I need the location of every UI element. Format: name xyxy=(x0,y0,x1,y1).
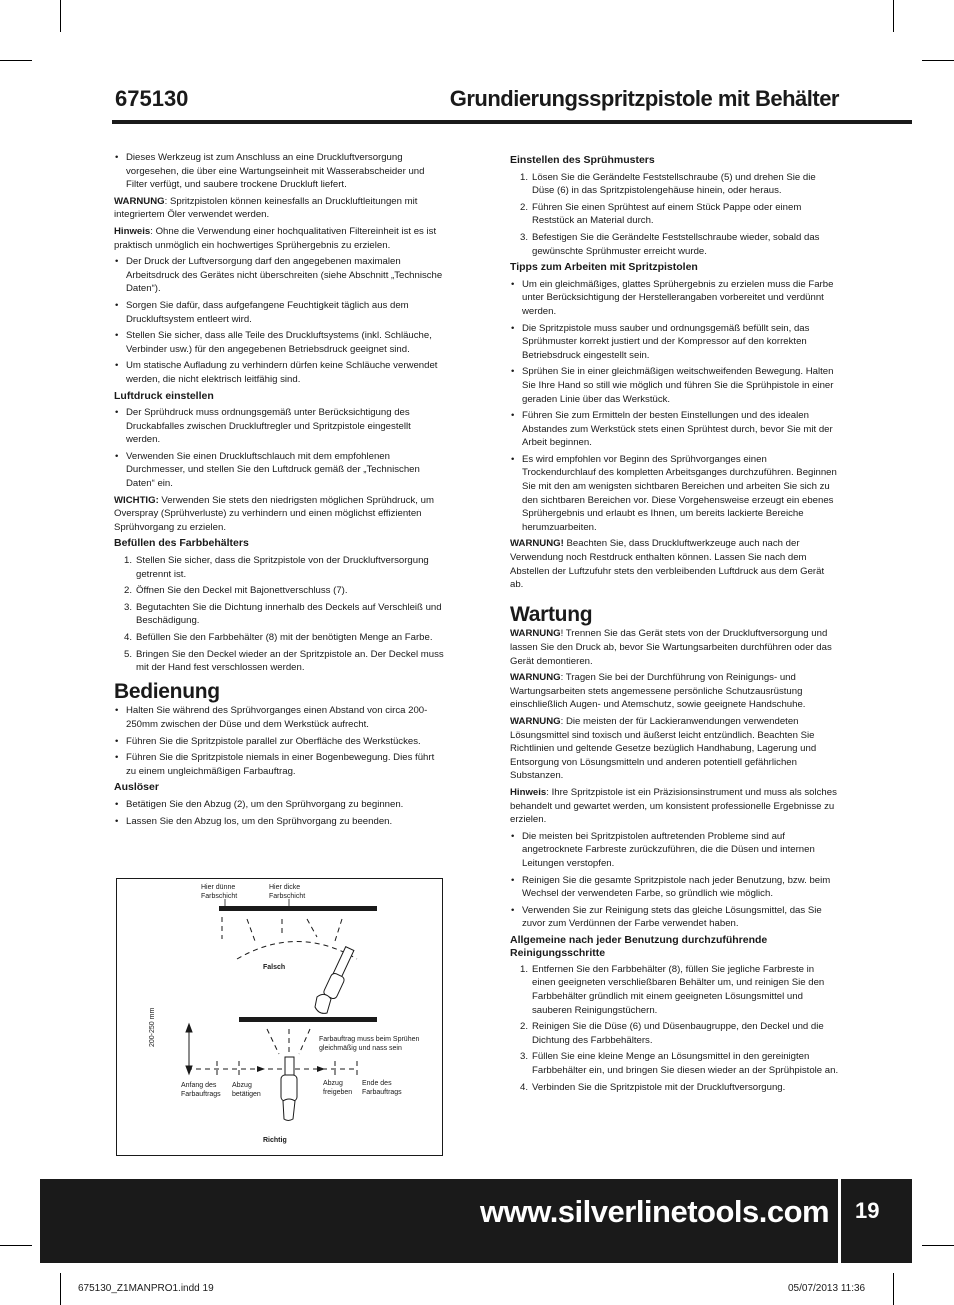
section-heading-sprayhmuster: Einstellen des Sprühmusters xyxy=(510,154,655,166)
luftdruck-list xyxy=(114,406,444,491)
website-link[interactable]: www.silverlinetools.com xyxy=(480,1194,830,1229)
list-item: • Sprühen Sie in einer gleichmäßigen weitschweifenden Bewegung. Halten Sie Ihre Hand so still wie möglich und führen Sie die Sprühpistole in einer geraden Linie über das Werkstück. xyxy=(510,365,840,406)
step-item: 5. Bringen Sie den Deckel wieder an der Spritzpistole an. Der Deckel muss mit der Hand fest verschlossen werden. xyxy=(124,648,444,674)
crop-mark xyxy=(0,60,32,61)
step-item: 1. Stellen Sie sicher, dass die Spritzpistole von der Druckluftversorgung getrennt ist. xyxy=(124,555,429,580)
label-end: Ende des Farbauftrags xyxy=(362,1080,402,1096)
list-item: • Lassen Sie den Abzug los, um den Sprühvorgang zu beenden. xyxy=(114,815,444,829)
heading-bedienung: Bedienung xyxy=(114,679,220,703)
warning-text: Beachten Sie, dass Druckluftwerkzeuge auch nach der Verwendung noch Restdruck enthalten können. Lassen Sie nach dem Abstellen der Luftzufuhr stets den verbleibenden Luftdruck aus dem Gerät ab. xyxy=(510,538,825,591)
muster-steps xyxy=(510,171,840,259)
warning-paragraph xyxy=(510,537,840,591)
product-code: 675130 xyxy=(115,86,189,111)
list-item: • Führen Sie die Spritzpistole niemals in einer Bogenbewegung. Dies führt zu einem ungleichmäßigen Farbauftrag. xyxy=(114,751,444,778)
crop-mark xyxy=(893,1273,894,1305)
warning-label: WARNUNG xyxy=(510,715,561,727)
air-supply-list xyxy=(114,255,444,386)
list-item: • Es wird empfohlen vor Beginn des Sprühvorganges einen Trockendurchlauf des kompletten Arbeitsganges durchzuführen. Beginnen Sie mit den am wenigsten sichtbaren Bereichen und arbeiten Sie sich zu den sichtbaren Bereichen vor. Diese Vorgehensweise erzeugt ein ebenes Sprühergebnis und erlaubt es Ihnen, um bereits lackierte Bereiche herumzuarbeiten. xyxy=(510,453,840,535)
intro-list xyxy=(114,151,444,192)
warning-paragraph xyxy=(510,627,840,668)
spray-technique-diagram xyxy=(116,878,443,1156)
list-item: • Um statische Aufladung zu verhindern dürfen keine Schläuche verwendet werden, die nicht elektrisch leitfähig sind. xyxy=(114,359,444,386)
hint-text: : Ihre Spritzpistole ist ein Präzisionsinstrument und muss als solches behandelt und gewartet werden, um konsistent professionelle Ergebnisse zu erzielen. xyxy=(510,786,837,826)
list-item: • Die meisten bei Spritzpistolen auftretenden Probleme sind auf angetrocknete Farbreste zurückzuführen, die die Düsen und internen Leitungen verstopfen. xyxy=(510,830,840,871)
spray-gun-wrong xyxy=(315,947,354,1014)
label-release-trigger: Abzug freigeben xyxy=(323,1080,353,1096)
step-item: 1. Lösen Sie die Gerändelte Feststellschraube (5) und drehen Sie die Düse (6) in das Spritzpistolengehäuse hinein, oder heraus. xyxy=(520,171,816,197)
slug-date: 05/07/2013 11:36 xyxy=(788,1283,866,1294)
hint-paragraph xyxy=(114,225,444,252)
bedienung-list xyxy=(114,704,444,778)
crop-mark xyxy=(893,0,894,32)
section-heading-ausloeser: Auslöser xyxy=(114,781,159,794)
section-heading-luftdruck: Luftdruck einstellen xyxy=(114,389,214,402)
diagram-drawing xyxy=(117,879,442,1155)
page-number: 19 xyxy=(855,1198,880,1223)
warning-text: ! Trennen Sie das Gerät stets von der Druckluftversorgung und lassen Sie den Druck ab, bevor Sie Wartungsarbeiten durchführen oder das Gerät demontieren. xyxy=(510,628,832,667)
crop-mark xyxy=(0,1245,32,1246)
reinigung-steps xyxy=(510,963,840,1094)
warning-label: WARNUNG! xyxy=(510,538,564,550)
label-right: Richtig xyxy=(263,1137,287,1144)
warning-text: : Spritzpistolen können keinesfalls an Druckluftleitungen mit integriertem Öler verwendet werden. xyxy=(114,195,418,221)
section-heading-tipps: Tipps zum Arbeiten mit Spritzpistolen xyxy=(510,261,698,274)
footer-divider xyxy=(838,1179,841,1263)
step-item: 4. Befüllen Sie den Farbbehälter (8) mit der benötigten Menge an Farbe. xyxy=(124,632,433,643)
wartung-list xyxy=(510,830,840,931)
label-start: Anfang des Farbauftrags xyxy=(181,1082,221,1098)
label-pull-trigger: Abzug betätigen xyxy=(232,1082,261,1098)
label-thin-layer: Hier dünne Farbschicht xyxy=(201,884,238,900)
crop-mark xyxy=(60,0,61,32)
crop-mark xyxy=(60,1273,61,1305)
crop-mark xyxy=(922,1245,954,1246)
list-item: • Der Sprühdruck muss ordnungsgemäß unter Berücksichtigung des Druckabfalles zwischen Druckluftregler und Spritzpistole eingestellt werden. xyxy=(114,406,444,447)
hint-label: Hinweis xyxy=(510,786,547,798)
step-item: 1. Entfernen Sie den Farbbehälter (8), füllen Sie jegliche Farbreste in einen geeigneten verschließbaren Behälter um, und reinigen Sie den Farbbehälter gründlich mit einem geeigneten Lösungsmittel und sauberen Reinigungstüchern. xyxy=(520,963,825,1016)
section-heading-befuellen: Befüllen des Farbbehälters xyxy=(114,537,249,550)
step-item: 2. Reinigen Sie die Düse (6) und Düsenbaugruppe, den Deckel und die Dichtung des Farbbehälters. xyxy=(520,1021,824,1046)
list-item: • Halten Sie während des Sprühvorganges einen Abstand von circa 200-250mm zwischen der Düse und dem Werkstück aufrecht. xyxy=(114,704,444,731)
list-item: • Führen Sie zum Ermitteln der besten Einstellungen und des idealen Abstandes zum Werkstück stets einen Sprühtest durch, bevor Sie mit der Arbeit beginnen. xyxy=(510,409,840,450)
section-heading-reinigung: Allgemeine nach jeder Benutzung durchzuführende Reinigungsschritte xyxy=(510,933,768,959)
tipps-list xyxy=(510,278,840,535)
list-item: • Betätigen Sie den Abzug (2), um den Sprühvorgang zu beginnen. xyxy=(114,798,444,812)
left-column xyxy=(114,151,444,831)
important-paragraph xyxy=(114,494,444,535)
list-item: • Dieses Werkzeug ist zum Anschluss an eine Druckluftversorgung vorgesehen, die über eine Wartungseinheit mit Wasserabscheider und Filter verfügt, und saubere trockene Druckluft liefert. xyxy=(114,151,444,192)
list-item: • Die Spritzpistole muss sauber und ordnungsgemäß befüllt sein, das Sprühmuster korrekt justiert und der Kompressor auf den korrekten Betriebsdruck eingestellt sein. xyxy=(510,322,840,363)
slug-file: 675130_Z1MANPRO1.indd 19 xyxy=(78,1283,214,1294)
list-item: • Um ein gleichmäßiges, glattes Sprühergebnis zu erzielen muss die Farbe unter Berücksichtigung der Herstellerangaben vorbereitet und verdünnt werden. xyxy=(510,278,840,319)
list-item: • Sorgen Sie dafür, dass aufgefangene Feuchtigkeit täglich aus dem Druckluftsystem entleert wird. xyxy=(114,299,444,326)
step-item: 2. Öffnen Sie den Deckel mit Bajonettverschluss (7). xyxy=(124,585,348,597)
workpiece-bottom xyxy=(239,1017,377,1022)
heading-wartung: Wartung xyxy=(510,602,593,626)
list-item: • Stellen Sie sicher, dass alle Teile des Druckluftsystems (inkl. Schläuche, Verbinder usw.) für den angegebenen Betriebsdruck geeignet sind. xyxy=(114,329,444,356)
right-column xyxy=(510,151,840,1097)
warning-paragraph xyxy=(510,671,840,712)
warning-label: WARNUNG xyxy=(510,628,561,640)
important-label: WICHTIG: xyxy=(114,494,159,506)
warning-text: : Tragen Sie bei der Durchführung von Reinigungs- und Wartungsarbeiten stets angemessene persönliche Schutzausrüstung einschließlich Augen- und Atemschutz, sowie geeignete Handschuhe. xyxy=(510,672,806,711)
warning-label: WARNUNG xyxy=(510,672,561,684)
header-rule xyxy=(112,120,912,124)
page-title: Grundierungsspritzpistole mit Behälter xyxy=(449,86,839,111)
list-item: • Der Druck der Luftversorgung darf den angegebenen maximalen Arbeitsdruck des Gerätes nicht überschreiten (siehe Abschnitt „Technische Daten“). xyxy=(114,255,444,296)
workpiece-top xyxy=(219,906,377,911)
label-distance: 200-250 mm xyxy=(149,1007,156,1047)
warning-label: WARNUNG xyxy=(114,195,165,207)
label-even-coat: Farbauftrag muss beim Sprühen gleichmäßig und nass sein xyxy=(319,1036,420,1052)
distance-arrow xyxy=(186,1024,192,1074)
step-item: 2. Führen Sie einen Sprühtest auf einem Stück Pappe oder einem Reststück an Material durch. xyxy=(520,201,802,227)
important-text: Verwenden Sie stets den niedrigsten möglichen Sprühdruck, um Overspray (Sprühverluste) zu verhindern und einen möglichst effizienten Sprühvorgang zu erzielen. xyxy=(114,494,434,533)
spray-gun-right xyxy=(281,1057,297,1121)
step-item: 3. Füllen Sie eine kleine Menge an Lösungsmittel in den gereinigten Farbbehälter ein, und bringen Sie diesen wieder an der Sprühpistole an. xyxy=(520,1051,839,1077)
list-item: • Verwenden Sie zur Reinigung stets das gleiche Lösungsmittel, das Sie zuvor zum Verdünnen der Farbe verwendet haben. xyxy=(510,904,840,931)
list-item: • Verwenden Sie einen Druckluftschlauch mit dem empfohlenen Durchmesser, und stellen Sie den Luftdruck gemäß der „Technischen Daten“ ein. xyxy=(114,450,444,491)
warning-text: : Die meisten der für Lackieranwendungen verwendeten Lösungsmittel sind toxisch und äußerst leicht entzündlich. Beachten Sie Richtlinien und geltende Gesetze bezüglich Handhabung, Lagerung und Entsorgung von Lösungsmitteln und anderen potentiell gefährlichen Substanzen. xyxy=(510,715,817,782)
label-wrong: Falsch xyxy=(263,964,286,971)
hint-text: : Ohne die Verwendung einer hochqualitativen Filtereinheit ist es ist praktisch unmöglich ein hochwertiges Sprühergebnis zu erzielen. xyxy=(114,225,437,251)
befuellen-steps xyxy=(114,554,444,675)
hint-paragraph xyxy=(510,786,840,827)
step-item: 3. Befestigen Sie die Gerändelte Feststellschraube wieder, sobald das gewünschte Sprühmuster erreicht wurde. xyxy=(520,231,820,257)
ausloeser-list xyxy=(114,798,444,828)
list-item: • Reinigen Sie die gesamte Spritzpistole nach jeder Benutzung, bzw. beim Wechsel der verwendeten Farbe, so gründlich wie möglich. xyxy=(510,874,840,901)
warning-paragraph xyxy=(114,195,444,222)
crop-mark xyxy=(922,60,954,61)
step-item: 3. Begutachten Sie die Dichtung innerhalb des Deckels auf Verschleiß und Beschädigung. xyxy=(124,601,442,627)
hint-label: Hinweis xyxy=(114,225,151,237)
step-item: 4. Verbinden Sie die Spritzpistole mit der Druckluftversorgung. xyxy=(520,1081,786,1093)
warning-paragraph xyxy=(510,715,840,783)
label-thick-layer: Hier dicke Farbschicht xyxy=(269,884,306,900)
list-item: • Führen Sie die Spritzpistole parallel zur Oberfläche des Werkstückes. xyxy=(114,735,444,749)
